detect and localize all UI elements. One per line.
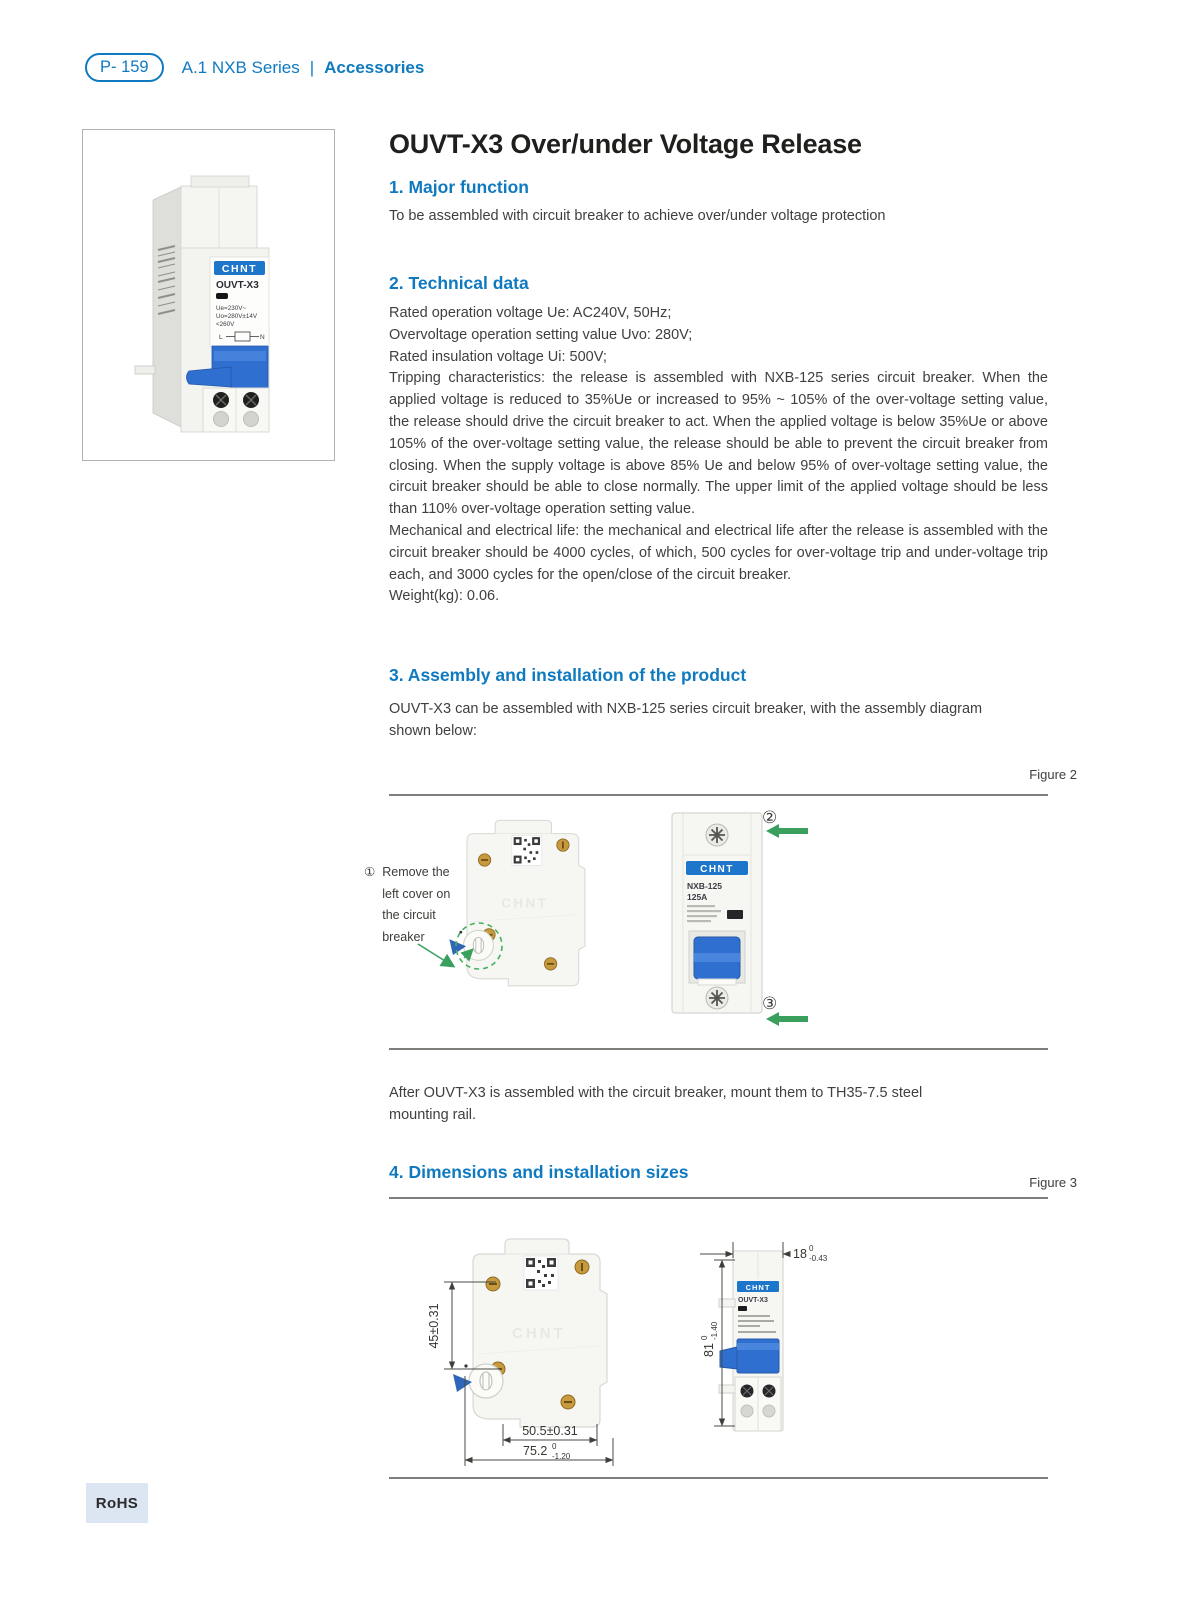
dim-75-sub: -1.20 xyxy=(552,1452,571,1461)
tech-line-uvo: Overvoltage operation setting value Uvo: 280V; xyxy=(389,326,693,343)
breadcrumb-section: Accessories xyxy=(324,57,425,77)
dim-18-value: 18 xyxy=(793,1247,807,1261)
annotation-text: Remove the left cover on the circuit breaker xyxy=(382,865,451,944)
figure2-canvas xyxy=(360,798,1060,1048)
dim-45-label: 45±0.31 xyxy=(427,1303,441,1349)
tech-line-ue: Rated operation voltage Ue: AC240V, 50Hz; xyxy=(389,305,672,321)
figure3-canvas xyxy=(360,1198,1060,1474)
breaker-model-text: NXB-125 xyxy=(687,881,722,891)
breadcrumb-series: A.1 NXB Series xyxy=(181,57,300,77)
section-3-body: OUVT-X3 can be assembled with NXB-125 series circuit breaker, with the assembly diagram shown below: xyxy=(389,701,983,739)
figure3-label: Figure 3 xyxy=(1029,1175,1077,1190)
dim-50-label: 50.5±0.31 xyxy=(522,1424,578,1438)
spec-line-1: Ue=230V~ xyxy=(216,305,247,312)
dim-81-value: 81 xyxy=(702,1343,716,1357)
dim-81-sub: -1.40 xyxy=(710,1321,719,1340)
callout-2-marker: ② xyxy=(762,808,778,827)
spec-line-3: <260V xyxy=(216,321,235,328)
figure2-bottom-rule xyxy=(389,1048,1048,1050)
section-1-body: To be assembled with circuit breaker to achieve over/under voltage protection xyxy=(389,208,886,224)
tech-tripping: Tripping characteristics: the release is assembled with NXB-125 series circuit breaker. When the applied voltage is reduced to 35%Ue or increased to 95% ~ 105% of the over-voltage setting value, the release should drive the circuit breaker to act. When the applied voltage is below 35%Ue or above 105% of the over-voltage setting value, the release should be able to prevent the circuit breaker from closing. When the supply voltage is above 85% Ue and below 95% of over-voltage setting value, the circuit breaker should be able to close normally. The upper limit of the applied voltage should be less than 110% over-voltage operation setting value. xyxy=(389,370,1048,518)
assembly-arrow-3-icon xyxy=(766,1012,808,1026)
terminal-block xyxy=(203,388,269,432)
indicator-window xyxy=(216,293,228,299)
rohs-badge: RoHS xyxy=(86,1483,148,1523)
spec-line-2: Uo=280V±14V xyxy=(216,313,258,320)
figure2-annotation xyxy=(364,862,474,948)
breaker-rating-text: 125A xyxy=(687,892,708,902)
breadcrumb-divider: | xyxy=(309,57,315,77)
tech-life: Mechanical and electrical life: the mechanical and electrical life after the release is assembled with the circuit breaker should be 4000 cycles, of which, 500 cycles for over-voltage trip and under-voltage trip each, and 3000 cycles for the open/close of the circuit breaker. xyxy=(389,522,1048,583)
dim-81-sup: 0 xyxy=(700,1335,709,1340)
callout-1-marker: ① xyxy=(364,865,376,879)
section-2-heading: 2. Technical data xyxy=(389,273,529,293)
brand-logo-text: CHNT xyxy=(700,864,734,875)
figure3-bottom-rule xyxy=(389,1477,1048,1479)
page-header xyxy=(85,53,424,82)
section-3-heading: 3. Assembly and installation of the product xyxy=(389,665,747,685)
front-view-ouvt xyxy=(719,1251,783,1431)
tech-line-ui: Rated insulation voltage Ui: 500V; xyxy=(389,348,607,365)
breadcrumb xyxy=(182,58,425,78)
toggle-lever xyxy=(694,937,740,979)
section-4-heading: 4. Dimensions and installation sizes xyxy=(389,1162,689,1182)
brand-logo-text: CHNT xyxy=(745,1283,771,1292)
page-number-pill: P- 159 xyxy=(85,53,164,82)
side-pin-top xyxy=(719,1299,735,1307)
model-text: OUVT-X3 xyxy=(216,280,259,291)
side-pin-bottom xyxy=(719,1385,735,1393)
callout-3-marker: ③ xyxy=(762,994,778,1013)
blue-lever xyxy=(720,1339,779,1373)
dimension-front-height xyxy=(714,1260,735,1426)
dim-18-sup: 0 xyxy=(809,1244,814,1253)
dim-75-value: 75.2 xyxy=(523,1444,548,1458)
side-pin xyxy=(135,366,155,374)
dim-75-sup: 0 xyxy=(552,1442,557,1451)
section-2-body xyxy=(389,303,1048,608)
svg-text:L: L xyxy=(219,334,223,341)
front-view-breaker xyxy=(672,813,762,1013)
indicator-window xyxy=(727,910,743,919)
section-3-after-text: After OUVT-X3 is assembled with the circuit breaker, mount them to TH35-7.5 steel mounting rail. xyxy=(389,1085,923,1123)
figure2-top-rule xyxy=(389,794,1048,796)
tech-weight: Weight(kg): 0.06. xyxy=(389,588,500,605)
product-label xyxy=(210,257,269,347)
svg-text:N: N xyxy=(260,334,265,341)
product-photo-frame xyxy=(82,129,335,461)
device-model-text: OUVT-X3 xyxy=(738,1297,768,1304)
dim-18-sub: -0.43 xyxy=(809,1254,828,1263)
product-photo xyxy=(83,130,334,460)
terminal-block xyxy=(735,1377,781,1431)
brand-logo-text: CHNT xyxy=(221,263,258,275)
figure2-label: Figure 2 xyxy=(1029,767,1077,782)
indicator-window xyxy=(738,1306,747,1311)
section-1-heading: 1. Major function xyxy=(389,177,529,197)
figure3-drawing xyxy=(360,1198,1060,1474)
page-title: OUVT-X3 Over/under Voltage Release xyxy=(389,129,862,159)
